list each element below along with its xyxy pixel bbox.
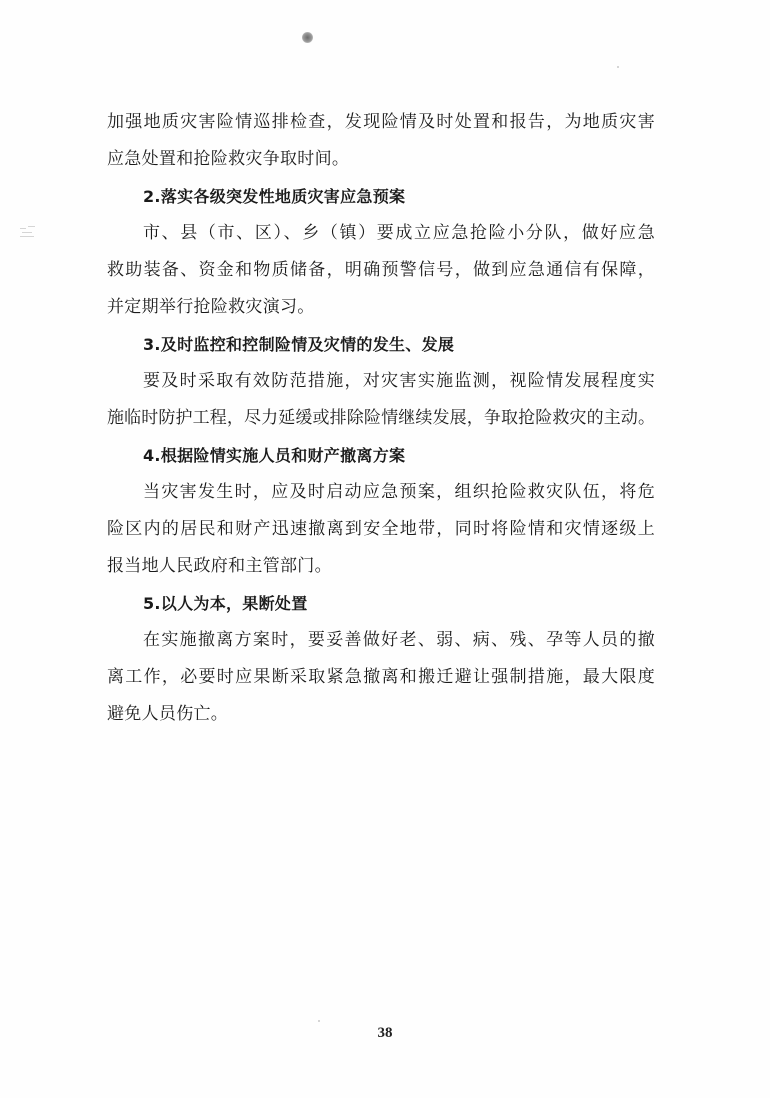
paragraph-line: 救助装备、资金和物质储备，明确预警信号，做到应急通信有保障， — [107, 260, 655, 280]
scan-smudge — [302, 32, 313, 43]
paragraph-line: 在实施撤离方案时，要妥善做好老、弱、病、残、孕等人员的撤 — [143, 630, 655, 650]
document-body — [107, 104, 655, 733]
paragraph-line: 并定期举行抢险救灾演习。 — [107, 297, 315, 317]
paragraph-line: 要及时采取有效防范措施，对灾害实施监测，视险情发展程度实 — [143, 371, 655, 391]
paragraph-line: 险区内的居民和财产迅速撤离到安全地带，同时将险情和灾情逐级上 — [107, 519, 655, 539]
paragraph-line: 避免人员伤亡。 — [107, 704, 229, 724]
scan-dot — [318, 1020, 320, 1022]
paragraph-line: 加强地质灾害险情巡排检查，发现险情及时处置和报告，为地质灾害 — [107, 112, 655, 132]
scan-dot — [617, 66, 619, 68]
paragraph-line: 离工作，必要时应果断采取紧急撤离和搬迁避让强制措施，最大限度 — [107, 667, 655, 687]
page-number: 38 — [377, 1025, 393, 1041]
paragraph-line: 应急处置和抢险救灾争取时间。 — [107, 149, 350, 169]
section-heading: 3.及时监控和控制险情及灾情的发生、发展 — [143, 335, 455, 354]
section-heading: 4.根据险情实施人员和财产撤离方案 — [143, 446, 406, 465]
paragraph-line: 当灾害发生时，应及时启动应急预案，组织抢险救灾队伍，将危 — [143, 482, 655, 502]
paragraph-line: 报当地人民政府和主管部门。 — [107, 556, 332, 576]
margin-mark — [20, 226, 38, 240]
paragraph-line: 施临时防护工程，尽力延缓或排除险情继续发展，争取抢险救灾的主动。 — [107, 408, 655, 428]
paragraph-line: 市、县（市、区）、乡（镇）要成立应急抢险小分队，做好应急 — [143, 223, 655, 243]
section-heading: 5.以人为本，果断处置 — [143, 594, 308, 613]
section-heading: 2.落实各级突发性地质灾害应急预案 — [143, 187, 406, 206]
